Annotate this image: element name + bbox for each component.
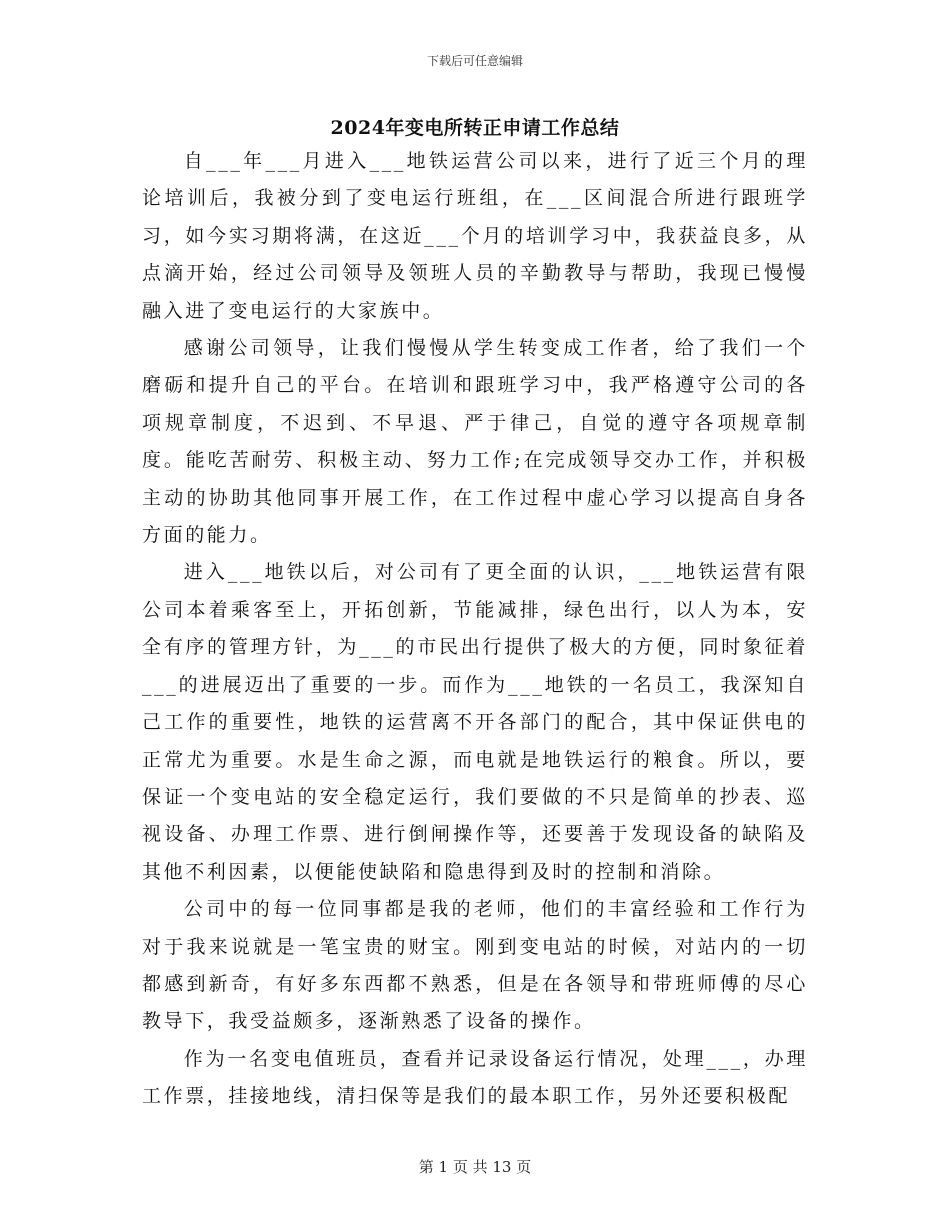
paragraph-3: 进入___地铁以后，对公司有了更全面的认识，___地铁运营有限公司本着乘客至上，开拓创新，节能减排，绿色出行，以人为本，安全有序的管理方针，为___的市民出行提供了极大的方便，同时象征着___的进展迈出了重要的一步。而作为___地铁的一名员工，我深知自己工作的重要性，地铁的运营离不开各部门的配合，其中保证供电的正常尤为重要。水是生命之源，而电就是地铁运行的粮食。所以，要保证一个变电站的安全稳定运行，我们要做的不只是简单的抄表、巡视设备、办理工作票、进行倒闸操作等，还要善于发现设备的缺陷及其他不利因素，以便能使缺陷和隐患得到及时的控制和消除。: [142, 561, 808, 883]
paragraph-2: 感谢公司领导，让我们慢慢从学生转变成工作者，给了我们一个磨砺和提升自己的平台。在培训和跟班学习中，我严格遵守公司的各项规章制度，不迟到、不早退、严于律己，自觉的遵守各项规章制度。能吃苦耐劳、积极主动、努力工作;在完成领导交办工作，并积极主动的协助其他同事开展工作，在工作过程中虚心学习以提高自身各方面的能力。: [142, 337, 808, 547]
paragraph-4: 公司中的每一位同事都是我的老师，他们的丰富经验和工作行为对于我来说就是一笔宝贵的财宝。刚到变电站的时候，对站内的一切都感到新奇，有好多东西都不熟悉，但是在各领导和带班师傅的尽心教导下，我受益颇多，逐渐熟悉了设备的操作。: [142, 898, 808, 1033]
document-body: [142, 143, 808, 1116]
paragraph-1: 自___年___月进入___地铁运营公司以来，进行了近三个月的理论培训后，我被分到了变电运行班组，在___区间混合所进行跟班学习，如今实习期将满，在这近___个月的培训学习中，我获益良多，从点滴开始，经过公司领导及领班人员的辛勤教导与帮助，我现已慢慢融入进了变电运行的大家族中。: [142, 150, 808, 322]
paragraph-5: 作为一名变电值班员，查看并记录设备运行情况，处理___，办理工作票，挂接地线，清扫保等是我们的最本职工作，另外还要积极配: [142, 1047, 808, 1108]
page-header-note: 下载后可任意编辑: [426, 54, 523, 68]
document-title: 2024年变电所转正申请工作总结: [330, 117, 620, 139]
page-number: 第 1 页 共 13 页: [418, 1158, 532, 1176]
